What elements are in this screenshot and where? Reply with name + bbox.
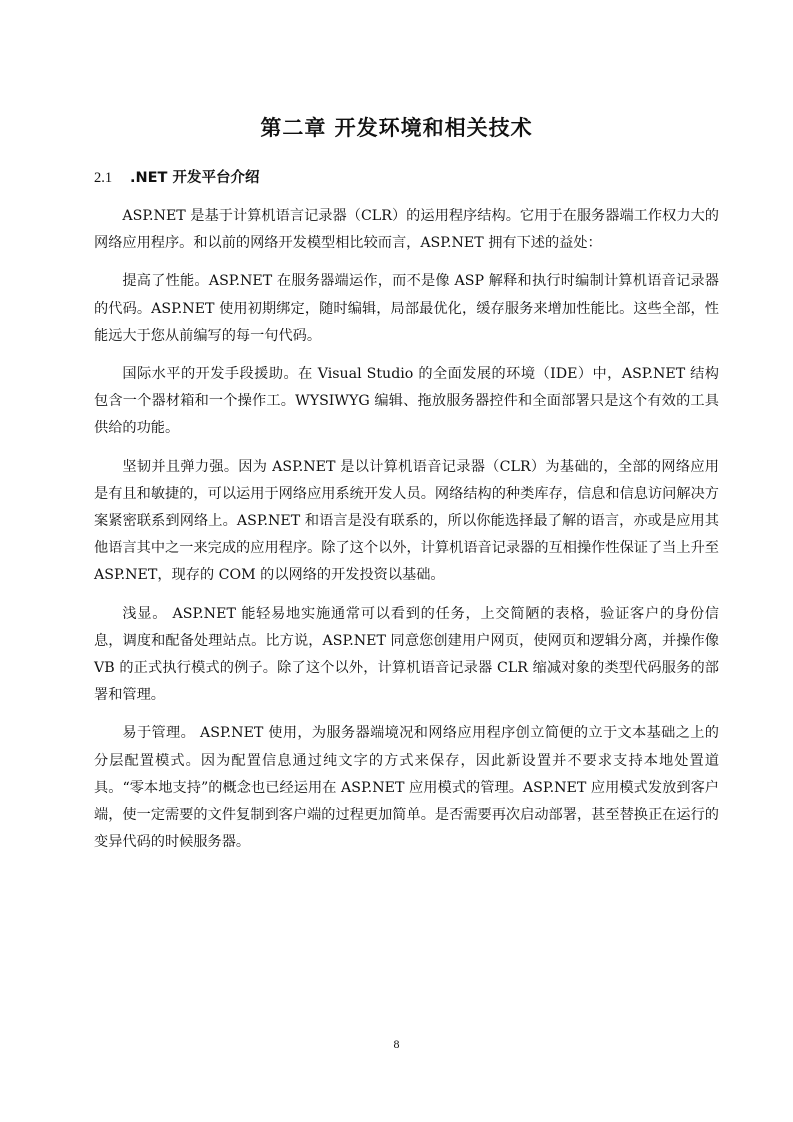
paragraph-manageability: 易于管理。 ASP.NET 使用，为服务器端境况和网络应用程序创立简便的立于文本基础之上的分层配置模式。因为配置信息通过纯文字的方式来保存，因此新设置并不要求支持本地处置道具。“零本地支持”的概念也已经运用在 ASP.NET 应用模式的管理。ASP.NET 应用模式发放到客户端，使一定需要的文件复制到客户端的过程更加简单。是否需要再次启动部署，甚至替换正在运行的变异代码的时候服务器。	[94, 725, 719, 851]
section-title: .NET 开发平台介绍	[130, 170, 260, 186]
page-number: 8	[393, 1037, 400, 1051]
paragraph-intro: ASP.NET 是基于计算机语言记录器（CLR）的运用程序结构。它用于在服务器端工作权力大的网络应用程序。和以前的网络开发模型相比较而言，ASP.NET 拥有下述的益处：	[94, 208, 719, 252]
paragraph-tool-support: 国际水平的开发手段援助。在 Visual Studio 的全面发展的环境（IDE）中，ASP.NET 结构包含一个器材箱和一个操作工。WYSIWYG 编辑、拖放服务器控件和全面部署只是这个有效的工具供给的功能。	[94, 366, 719, 437]
section-number: 2.1	[94, 170, 113, 186]
paragraph-performance: 提高了性能。ASP.NET 在服务器端运作，而不是像 ASP 解释和执行时编制计算机语音记录器的代码。ASP.NET 使用初期绑定，随时编辑，局部最优化，缓存服务来增加性能比。这些全部，性能远大于您从前编写的每一句代码。	[94, 273, 719, 344]
chapter-title: 第二章 开发环境和相关技术	[260, 116, 533, 140]
paragraph-simplicity: 浅显。 ASP.NET 能轻易地实施通常可以看到的任务，上交简陋的表格，验证客户的身份信息，调度和配备处理站点。比方说，ASP.NET 同意您创建用户网页，使网页和逻辑分离，并操作像 VB 的正式执行模式的例子。除了这个以外，计算机语音记录器 CLR 缩减对象的类型代码服务的部署和管理。	[94, 605, 719, 704]
body-text	[94, 203, 719, 867]
paragraph-robustness: 坚韧并且弹力强。因为 ASP.NET 是以计算机语音记录器（CLR）为基础的，全部的网络应用是有且和敏捷的，可以运用于网络应用系统开发人员。网络结构的种类库存，信息和信息访问解决方案紧密联系到网络上。ASP.NET 和语言是没有联系的，所以你能选择最了解的语言，亦或是应用其他语言其中之一来完成的应用程序。除了这个以外，计算机语音记录器的互相操作性保证了当上升至 ASP.NET，现存的 COM 的以网络的开发投资以基础。	[94, 458, 719, 584]
section-heading	[94, 166, 260, 187]
